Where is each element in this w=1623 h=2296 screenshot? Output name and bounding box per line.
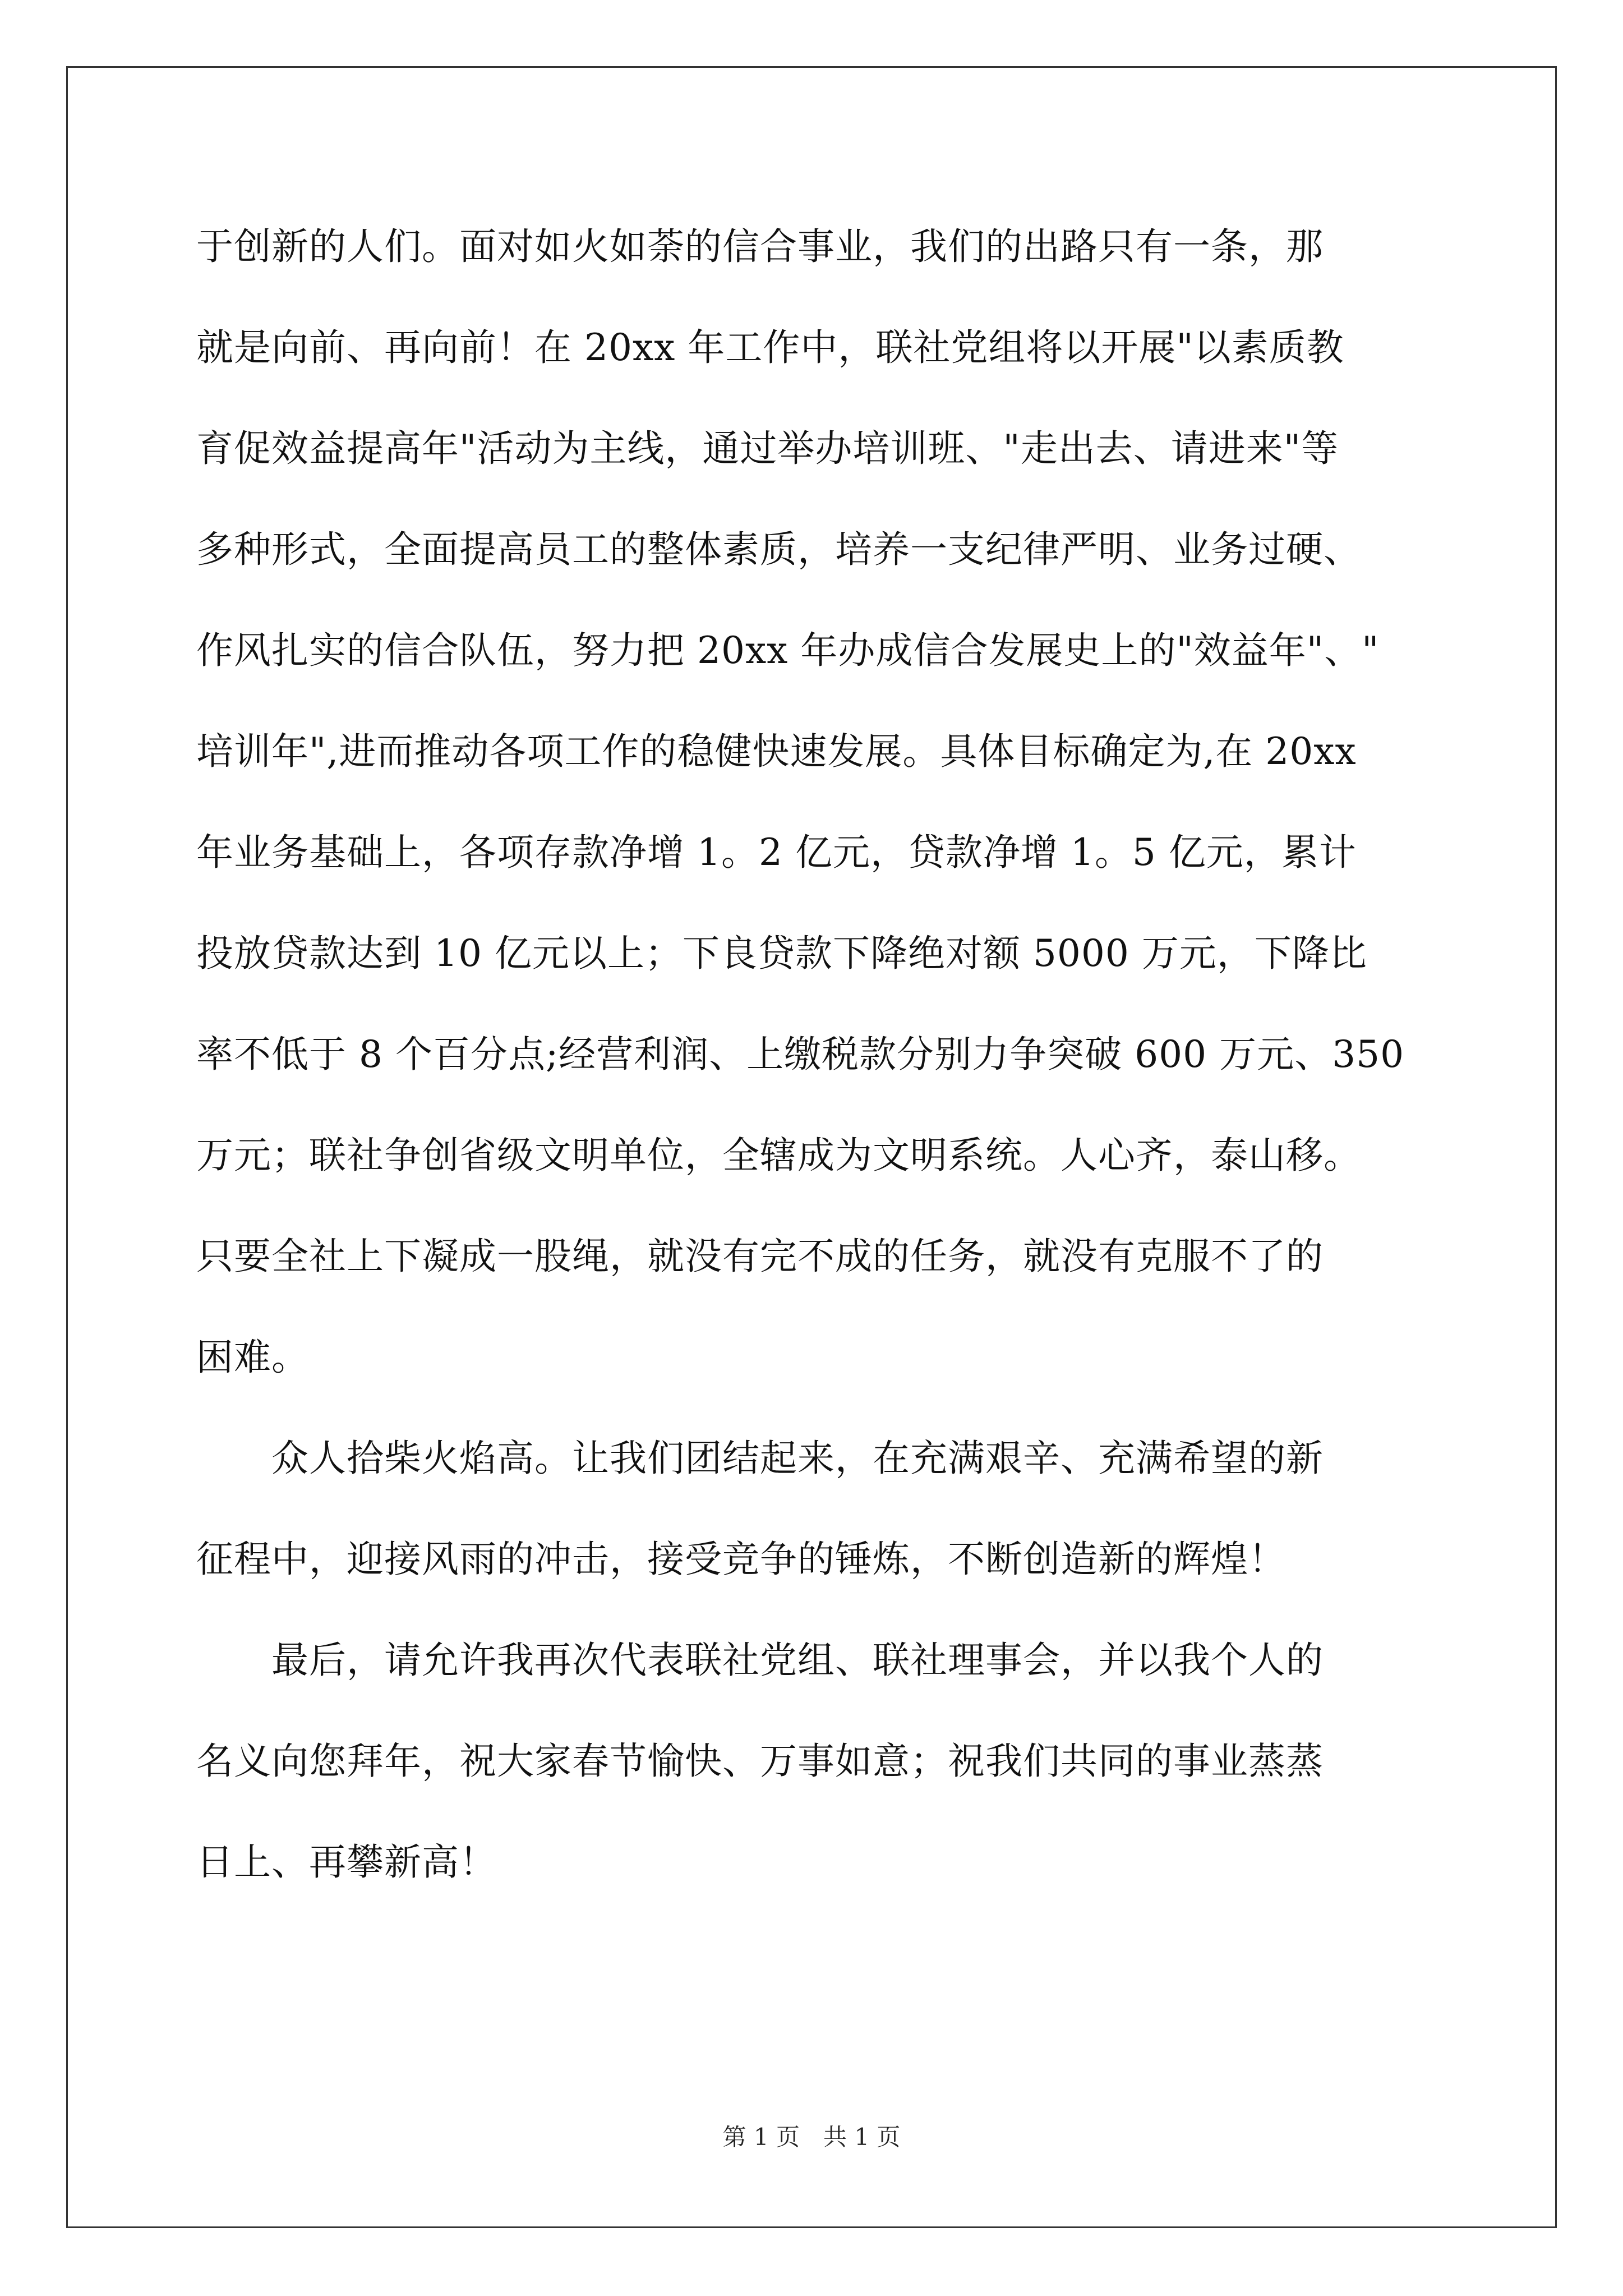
text-line: 于创新的人们。面对如火如荼的信合事业，我们的出路只有一条，那 (196, 225, 1324, 268)
text-line: 众人拾柴火焰高。让我们团结起来，在充满艰辛、充满希望的新 (196, 1437, 1324, 1480)
text-line: 育促效益提高年"活动为主线，通过举办培训班、"走出去、请进来"等 (196, 427, 1339, 470)
text-line: 多种形式，全面提高员工的整体素质，培养一支纪律严明、业务过硬、 (196, 528, 1361, 571)
text-line: 年业务基础上，各项存款净增 1。2 亿元，贷款净增 1。5 亿元，累计 (196, 831, 1357, 874)
text-line: 困难。 (196, 1336, 309, 1379)
text-line: 只要全社上下凝成一股绳，就没有完不成的任务，就没有克服不了的 (196, 1235, 1324, 1278)
text-line: 最后，请允许我再次代表联社党组、联社理事会，并以我个人的 (196, 1639, 1324, 1682)
text-line: 率不低于 8 个百分点;经营利润、上缴税款分别力争突破 600 万元、350 (196, 1033, 1405, 1076)
text-line: 名义向您拜年，祝大家春节愉快、万事如意；祝我们共同的事业蒸蒸 (196, 1740, 1324, 1783)
text-line: 投放贷款达到 10 亿元以上；下良贷款下降绝对额 5000 万元，下降比 (196, 932, 1367, 975)
text-line: 就是向前、再向前！在 20xx 年工作中，联社党组将以开展"以素质教 (196, 326, 1344, 369)
text-line: 征程中，迎接风雨的冲击，接受竞争的锤炼，不断创造新的辉煌！ (196, 1538, 1286, 1581)
text-line: 作风扎实的信合队伍，努力把 20xx 年办成信合发展史上的"效益年"、" (196, 629, 1380, 672)
text-line: 日上、再攀新高！ (196, 1841, 497, 1884)
page-number-footer: 第 1 页 共 1 页 (722, 2123, 901, 2151)
text-line: 培训年",进而推动各项工作的稳健快速发展。具体目标确定为,在 20xx (196, 730, 1357, 773)
text-line: 万元；联社争创省级文明单位，全辖成为文明系统。人心齐，泰山移。 (196, 1134, 1361, 1177)
